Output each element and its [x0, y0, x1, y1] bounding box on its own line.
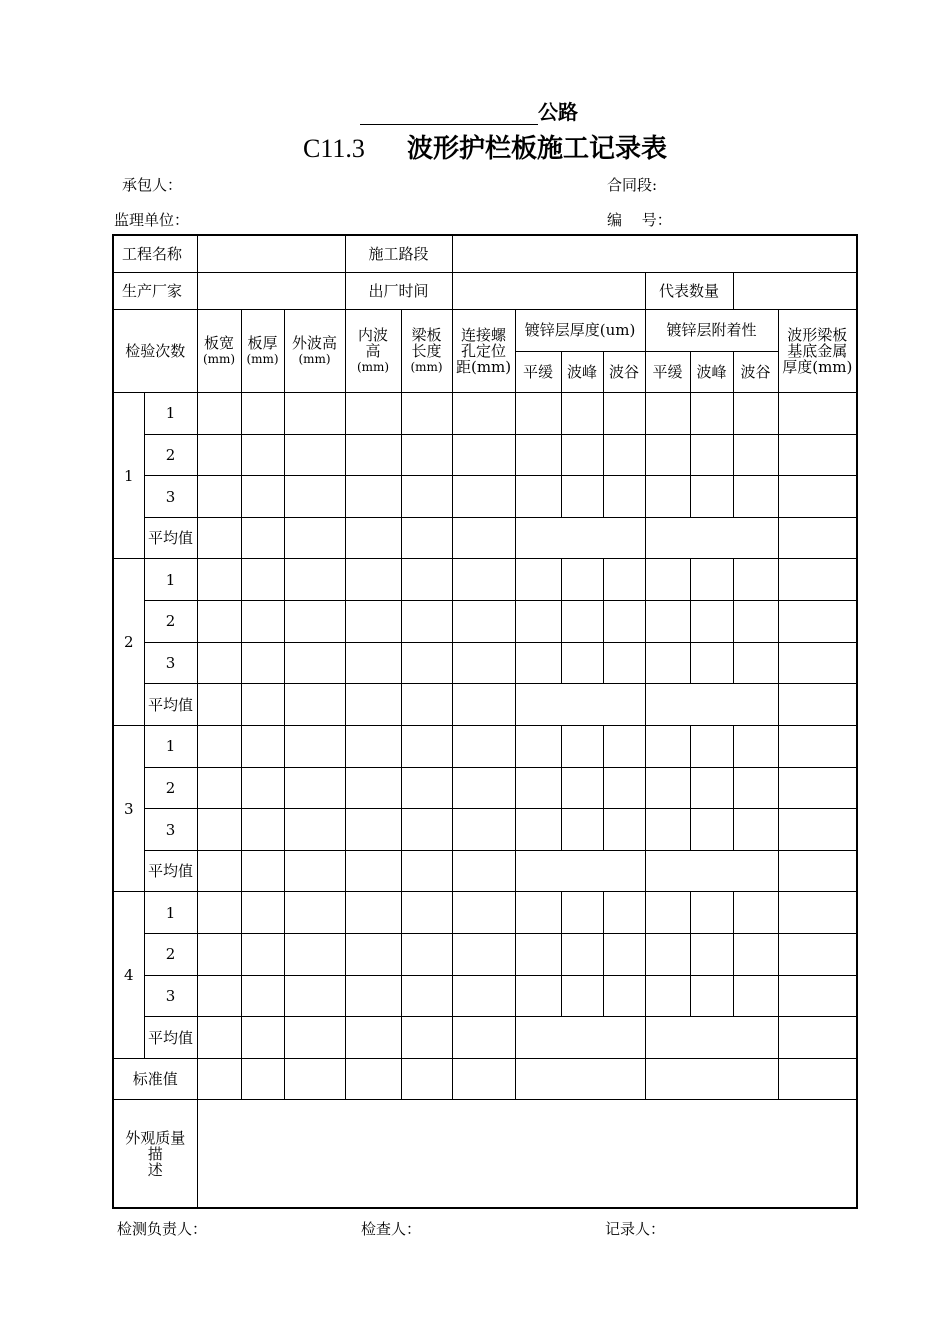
data-cell[interactable] — [515, 809, 561, 851]
data-cell[interactable] — [452, 850, 515, 892]
data-cell[interactable] — [345, 476, 401, 518]
data-cell[interactable] — [645, 1059, 778, 1100]
data-cell[interactable] — [345, 934, 401, 976]
data-cell[interactable] — [561, 559, 603, 601]
standard-label: 标准值 — [113, 1059, 197, 1100]
standard-row — [113, 1059, 857, 1100]
data-cell[interactable] — [197, 642, 241, 684]
data-cell[interactable] — [241, 684, 284, 726]
section-value[interactable] — [452, 235, 857, 272]
data-cell[interactable] — [645, 476, 690, 518]
data-cell[interactable] — [452, 892, 515, 934]
data-cell[interactable] — [515, 767, 561, 809]
data-cell[interactable] — [690, 392, 733, 434]
data-cell[interactable] — [241, 850, 284, 892]
section-label: 施工路段 — [345, 235, 452, 272]
data-cell[interactable] — [603, 642, 645, 684]
data-cell[interactable] — [778, 517, 857, 559]
data-cell[interactable] — [452, 1059, 515, 1100]
data-cell[interactable] — [645, 601, 690, 643]
data-cell[interactable] — [690, 767, 733, 809]
data-cell[interactable] — [197, 1017, 241, 1059]
data-cell[interactable] — [452, 725, 515, 767]
data-cell[interactable] — [284, 767, 345, 809]
data-cell[interactable] — [345, 601, 401, 643]
data-cell[interactable] — [778, 559, 857, 601]
data-cell[interactable] — [452, 1017, 515, 1059]
data-cell[interactable] — [603, 601, 645, 643]
data-cell[interactable] — [197, 934, 241, 976]
data-cell[interactable] — [284, 1059, 345, 1100]
col-inner-wave-header: 内波 高 (mm) — [345, 309, 401, 392]
data-cell[interactable] — [690, 559, 733, 601]
table-row — [113, 934, 857, 976]
data-cell[interactable] — [197, 767, 241, 809]
data-cell[interactable] — [561, 476, 603, 518]
row-label: 平均值 — [144, 1017, 197, 1059]
rep-qty-value[interactable] — [733, 272, 857, 309]
data-cell[interactable] — [515, 684, 645, 726]
data-cell[interactable] — [690, 892, 733, 934]
row-label: 2 — [144, 767, 197, 809]
data-cell[interactable] — [733, 809, 778, 851]
data-cell[interactable] — [690, 601, 733, 643]
data-cell[interactable] — [345, 517, 401, 559]
row-label: 2 — [144, 434, 197, 476]
data-cell[interactable] — [733, 392, 778, 434]
data-cell[interactable] — [284, 809, 345, 851]
data-cell[interactable] — [401, 809, 452, 851]
manufacturer-value[interactable] — [197, 272, 345, 309]
data-cell[interactable] — [603, 392, 645, 434]
data-cell[interactable] — [284, 684, 345, 726]
number-label: 编 号： — [607, 211, 672, 229]
row-label: 1 — [144, 892, 197, 934]
data-cell[interactable] — [778, 975, 857, 1017]
data-cell[interactable] — [645, 725, 690, 767]
row-label: 3 — [144, 476, 197, 518]
page-title — [0, 128, 950, 165]
row-label: 3 — [144, 975, 197, 1017]
data-cell[interactable] — [284, 892, 345, 934]
project-name-value[interactable] — [197, 235, 345, 272]
data-cell[interactable] — [515, 476, 561, 518]
sub-peak-header: 波峰 — [561, 351, 603, 392]
data-cell[interactable] — [284, 476, 345, 518]
data-cell[interactable] — [345, 684, 401, 726]
data-cell[interactable] — [778, 809, 857, 851]
data-cell[interactable] — [197, 1059, 241, 1100]
tester-label: 检测负责人： — [117, 1220, 208, 1238]
data-cell[interactable] — [690, 642, 733, 684]
data-cell[interactable] — [197, 476, 241, 518]
data-cell[interactable] — [401, 975, 452, 1017]
data-cell[interactable] — [645, 559, 690, 601]
data-cell[interactable] — [561, 892, 603, 934]
data-cell[interactable] — [345, 725, 401, 767]
data-cell[interactable] — [778, 725, 857, 767]
row-label: 2 — [144, 601, 197, 643]
table-row — [113, 392, 857, 434]
data-cell[interactable] — [603, 559, 645, 601]
data-cell[interactable] — [515, 642, 561, 684]
data-cell[interactable] — [690, 476, 733, 518]
data-cell[interactable] — [778, 684, 857, 726]
data-cell[interactable] — [241, 476, 284, 518]
data-cell[interactable] — [778, 642, 857, 684]
table-row — [113, 559, 857, 601]
data-cell[interactable] — [645, 850, 778, 892]
data-cell[interactable] — [690, 975, 733, 1017]
row-label: 3 — [144, 809, 197, 851]
data-cell[interactable] — [778, 434, 857, 476]
data-cell[interactable] — [452, 517, 515, 559]
data-cell[interactable] — [515, 892, 561, 934]
group-number: 1 — [113, 392, 144, 559]
zinc-adhesion-header: 镀锌层附着性 — [645, 309, 778, 351]
data-cell[interactable] — [241, 601, 284, 643]
data-cell[interactable] — [733, 476, 778, 518]
zinc-thickness-header: 镀锌层厚度(um) — [515, 309, 645, 351]
row-label: 平均值 — [144, 850, 197, 892]
row-label: 1 — [144, 725, 197, 767]
data-cell[interactable] — [778, 767, 857, 809]
data-cell[interactable] — [645, 517, 778, 559]
data-cell[interactable] — [241, 892, 284, 934]
data-cell[interactable] — [197, 975, 241, 1017]
col-beam-length-header: 梁板 长度 (mm) — [401, 309, 452, 392]
factory-time-label: 出厂时间 — [345, 272, 452, 309]
data-cell[interactable] — [690, 725, 733, 767]
data-cell[interactable] — [561, 975, 603, 1017]
data-cell[interactable] — [401, 1017, 452, 1059]
col-hole-position-header: 连接螺 孔定位 距(mm) — [452, 309, 515, 392]
contractor-label: 承包人： — [122, 176, 183, 194]
appearance-label: 外观质量 描 述 — [113, 1100, 197, 1208]
data-cell[interactable] — [241, 642, 284, 684]
data-cell[interactable] — [452, 601, 515, 643]
inspector-label: 检查人： — [361, 1220, 422, 1238]
data-cell[interactable] — [284, 934, 345, 976]
data-cell[interactable] — [645, 642, 690, 684]
data-cell[interactable] — [561, 434, 603, 476]
row-label: 平均值 — [144, 517, 197, 559]
group-number: 2 — [113, 559, 144, 726]
data-cell[interactable] — [284, 725, 345, 767]
data-cell[interactable] — [241, 559, 284, 601]
data-cell[interactable] — [603, 892, 645, 934]
data-cell[interactable] — [778, 892, 857, 934]
data-cell[interactable] — [603, 434, 645, 476]
table-row — [113, 809, 857, 851]
data-cell[interactable] — [452, 809, 515, 851]
form-title: 波形护栏板施工记录表 — [406, 134, 667, 164]
data-cell[interactable] — [241, 975, 284, 1017]
data-cell[interactable] — [645, 934, 690, 976]
data-cell[interactable] — [645, 392, 690, 434]
data-cell[interactable] — [561, 809, 603, 851]
data-cell[interactable] — [452, 476, 515, 518]
data-cell[interactable] — [515, 934, 561, 976]
data-cell[interactable] — [515, 517, 645, 559]
data-cell[interactable] — [241, 1017, 284, 1059]
form-code: C11.3 — [303, 134, 365, 163]
rep-qty-label: 代表数量 — [645, 272, 733, 309]
data-cell[interactable] — [284, 975, 345, 1017]
data-cell[interactable] — [284, 559, 345, 601]
data-cell[interactable] — [401, 1059, 452, 1100]
data-cell[interactable] — [603, 934, 645, 976]
data-cell[interactable] — [401, 392, 452, 434]
table-row — [113, 767, 857, 809]
data-cell[interactable] — [561, 601, 603, 643]
data-cell[interactable] — [603, 767, 645, 809]
data-cell[interactable] — [645, 892, 690, 934]
data-cell[interactable] — [733, 892, 778, 934]
data-cell[interactable] — [452, 975, 515, 1017]
data-cell[interactable] — [241, 1059, 284, 1100]
data-cell[interactable] — [733, 725, 778, 767]
data-cell[interactable] — [197, 517, 241, 559]
factory-time-value[interactable] — [452, 272, 645, 309]
table-row — [113, 476, 857, 518]
data-cell[interactable] — [401, 434, 452, 476]
data-cell[interactable] — [401, 725, 452, 767]
data-cell[interactable] — [401, 934, 452, 976]
data-cell[interactable] — [452, 934, 515, 976]
data-cell[interactable] — [645, 684, 778, 726]
col-outer-wave-header: 外波高 (mm) — [284, 309, 345, 392]
table-row — [113, 642, 857, 684]
row-label: 平均值 — [144, 684, 197, 726]
appearance-value[interactable] — [197, 1100, 857, 1208]
data-cell[interactable] — [645, 434, 690, 476]
data-cell[interactable] — [733, 934, 778, 976]
data-cell[interactable] — [401, 476, 452, 518]
record-table — [112, 234, 858, 1209]
group-number: 4 — [113, 892, 144, 1059]
data-cell[interactable] — [345, 850, 401, 892]
data-cell[interactable] — [197, 892, 241, 934]
data-cell[interactable] — [284, 850, 345, 892]
data-cell[interactable] — [197, 684, 241, 726]
project-name-label: 工程名称 — [113, 235, 197, 272]
data-cell[interactable] — [241, 517, 284, 559]
table-row — [113, 892, 857, 934]
recorder-label: 记录人： — [605, 1220, 666, 1238]
data-cell[interactable] — [778, 1059, 857, 1100]
data-cell[interactable] — [515, 392, 561, 434]
sub-flat-header: 平缓 — [645, 351, 690, 392]
data-cell[interactable] — [452, 392, 515, 434]
data-cell[interactable] — [401, 767, 452, 809]
data-cell[interactable] — [515, 1059, 645, 1100]
table-row — [113, 975, 857, 1017]
table-row — [113, 850, 857, 892]
table-row — [113, 684, 857, 726]
data-cell[interactable] — [345, 975, 401, 1017]
data-cell[interactable] — [452, 559, 515, 601]
data-cell[interactable] — [284, 642, 345, 684]
data-cell[interactable] — [401, 684, 452, 726]
data-cell[interactable] — [241, 434, 284, 476]
sub-flat-header: 平缓 — [515, 351, 561, 392]
data-cell[interactable] — [241, 392, 284, 434]
data-cell[interactable] — [345, 809, 401, 851]
data-cell[interactable] — [690, 434, 733, 476]
data-cell[interactable] — [515, 434, 561, 476]
road-name-line — [360, 96, 620, 125]
data-cell[interactable] — [778, 476, 857, 518]
data-cell[interactable] — [690, 809, 733, 851]
data-cell[interactable] — [345, 1059, 401, 1100]
data-cell[interactable] — [197, 392, 241, 434]
contract-section-label: 合同段: — [607, 176, 658, 194]
data-cell[interactable] — [645, 1017, 778, 1059]
data-cell[interactable] — [284, 1017, 345, 1059]
data-cell[interactable] — [401, 517, 452, 559]
manufacturer-label: 生产厂家 — [113, 272, 197, 309]
data-cell[interactable] — [561, 642, 603, 684]
data-cell[interactable] — [345, 434, 401, 476]
data-cell[interactable] — [197, 850, 241, 892]
sub-peak-header: 波峰 — [690, 351, 733, 392]
data-cell[interactable] — [401, 850, 452, 892]
data-cell[interactable] — [345, 392, 401, 434]
row-label: 1 — [144, 392, 197, 434]
data-cell[interactable] — [515, 601, 561, 643]
data-cell[interactable] — [645, 975, 690, 1017]
data-cell[interactable] — [603, 809, 645, 851]
data-cell[interactable] — [345, 642, 401, 684]
data-cell[interactable] — [515, 975, 561, 1017]
data-cell[interactable] — [401, 559, 452, 601]
data-cell[interactable] — [241, 809, 284, 851]
data-cell[interactable] — [778, 934, 857, 976]
data-cell[interactable] — [197, 559, 241, 601]
data-cell[interactable] — [241, 934, 284, 976]
data-cell[interactable] — [401, 642, 452, 684]
data-cell[interactable] — [197, 601, 241, 643]
data-cell[interactable] — [401, 601, 452, 643]
table-row — [113, 601, 857, 643]
inspection-rows — [113, 392, 857, 1058]
data-cell[interactable] — [197, 809, 241, 851]
road-suffix: 公路 — [538, 100, 578, 124]
data-cell[interactable] — [241, 767, 284, 809]
data-cell[interactable] — [733, 642, 778, 684]
data-cell[interactable] — [515, 1017, 645, 1059]
data-cell[interactable] — [452, 434, 515, 476]
data-cell[interactable] — [515, 850, 645, 892]
data-cell[interactable] — [561, 725, 603, 767]
data-cell[interactable] — [241, 725, 284, 767]
row-label: 3 — [144, 642, 197, 684]
table-row — [113, 1017, 857, 1059]
data-cell[interactable] — [733, 601, 778, 643]
road-name-blank[interactable] — [360, 104, 538, 125]
data-cell[interactable] — [284, 601, 345, 643]
data-cell[interactable] — [284, 392, 345, 434]
data-cell[interactable] — [778, 850, 857, 892]
col-thickness-header: 板厚 (mm) — [241, 309, 284, 392]
data-cell[interactable] — [515, 559, 561, 601]
inspect-count-label: 检验次数 — [113, 309, 197, 392]
data-cell[interactable] — [778, 1017, 857, 1059]
data-cell[interactable] — [345, 767, 401, 809]
table-row — [113, 434, 857, 476]
data-cell[interactable] — [603, 975, 645, 1017]
data-cell[interactable] — [690, 934, 733, 976]
data-cell[interactable] — [733, 767, 778, 809]
data-cell[interactable] — [452, 767, 515, 809]
data-cell[interactable] — [645, 767, 690, 809]
data-cell[interactable] — [733, 434, 778, 476]
data-cell[interactable] — [733, 559, 778, 601]
data-cell[interactable] — [645, 809, 690, 851]
data-cell[interactable] — [778, 601, 857, 643]
data-cell[interactable] — [561, 392, 603, 434]
data-cell[interactable] — [733, 975, 778, 1017]
col-width-header: 板宽 (mm) — [197, 309, 241, 392]
base-metal-header: 波形梁板 基底金属 厚度(mm) — [778, 309, 857, 392]
group-number: 3 — [113, 725, 144, 892]
data-cell[interactable] — [345, 559, 401, 601]
data-cell[interactable] — [452, 684, 515, 726]
data-cell[interactable] — [197, 725, 241, 767]
data-cell[interactable] — [401, 892, 452, 934]
data-cell[interactable] — [603, 725, 645, 767]
data-cell[interactable] — [345, 1017, 401, 1059]
row-label: 1 — [144, 559, 197, 601]
data-cell[interactable] — [284, 517, 345, 559]
table-row — [113, 725, 857, 767]
sub-valley-header: 波谷 — [733, 351, 778, 392]
table-row — [113, 517, 857, 559]
supervisor-label: 监理单位： — [114, 211, 190, 229]
data-cell[interactable] — [515, 725, 561, 767]
data-cell[interactable] — [197, 434, 241, 476]
data-cell[interactable] — [778, 392, 857, 434]
data-cell[interactable] — [603, 476, 645, 518]
data-cell[interactable] — [561, 934, 603, 976]
data-cell[interactable] — [345, 892, 401, 934]
sub-valley-header: 波谷 — [603, 351, 645, 392]
data-cell[interactable] — [561, 767, 603, 809]
data-cell[interactable] — [452, 642, 515, 684]
row-label: 2 — [144, 934, 197, 976]
data-cell[interactable] — [284, 434, 345, 476]
